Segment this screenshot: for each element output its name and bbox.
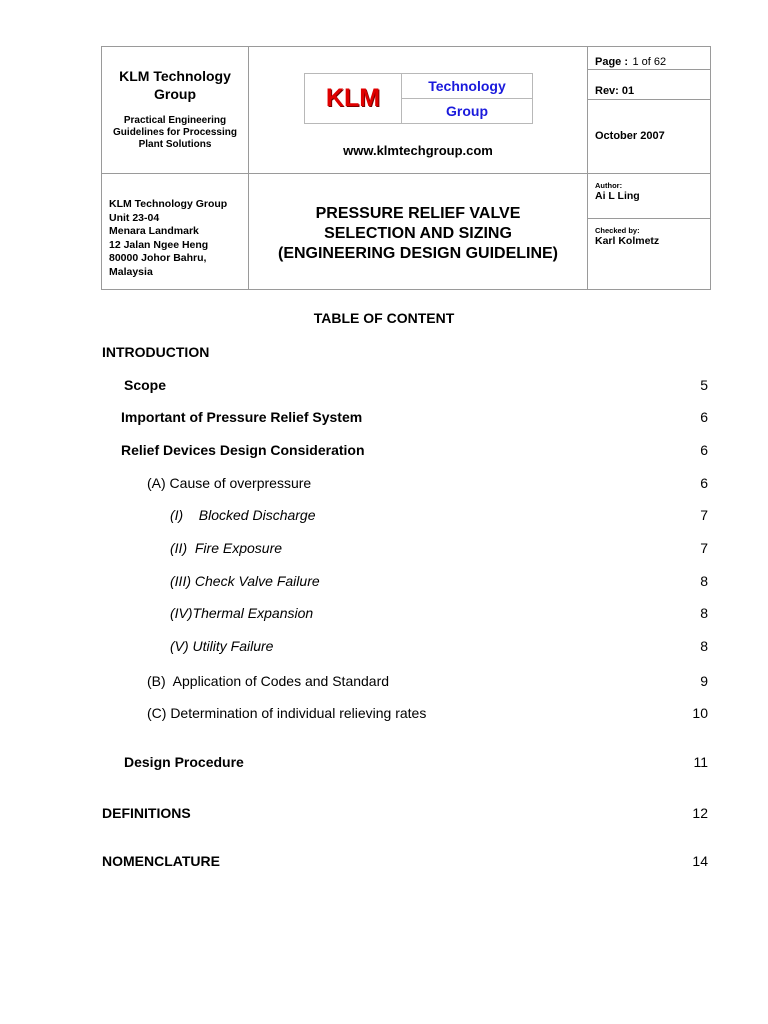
company-name: KLM Technology Group [119,68,231,102]
toc-entry-page: 8 [700,638,708,654]
toc-entry [0,573,768,593]
toc-entry-label: Scope [124,377,167,393]
toc-entry-label: INTRODUCTION [102,344,210,360]
toc-entry-label: (C) Determination of individual relieving rates [147,705,427,721]
toc-entry-page: 8 [700,605,708,621]
header-divider [102,173,710,174]
toc-entry [0,853,768,873]
company-tagline: Practical Engineering Guidelines for Processing Plant Solutions [113,115,237,150]
klm-logo [304,73,533,124]
toc-entry [0,442,768,462]
toc-entry-label: Relief Devices Design Consideration [121,442,365,458]
author-name: Ai L Ling [595,190,640,202]
address-line: Malaysia [109,265,153,278]
toc-entry-label: Important of Pressure Relief System [121,409,363,425]
toc-entry [0,377,768,397]
company-address [109,198,227,279]
toc-entry-label: (B) Application of Codes and Standard [147,673,390,689]
toc-entry [0,673,768,693]
page-label: Page : [595,56,629,68]
toc-entry-page: 6 [700,442,708,458]
toc-entry-label: (III) Check Valve Failure [170,573,320,589]
author-label: Author: [595,181,623,190]
toc-entry-label: DEFINITIONS [102,805,191,821]
toc-entry-label: (I) Blocked Discharge [170,507,316,523]
checker-block [595,226,659,247]
toc-entry-label: NOMENCLATURE [102,853,220,869]
checked-label: Checked by: [595,226,640,235]
company-block [102,67,248,151]
toc-title: TABLE OF CONTENT [313,310,455,326]
toc-entry [0,705,768,725]
toc-entry-label: Design Procedure [124,754,244,770]
document-date: October 2007 [595,130,665,142]
address-line: 12 Jalan Ngee Heng [109,238,209,251]
header-divider [587,99,710,100]
document-header [101,46,711,290]
toc-entry [0,409,768,429]
toc-entry-page: 7 [700,507,708,523]
title-line: SELECTION AND SIZING [324,225,512,242]
address-line: Menara Landmark [109,225,199,237]
toc-entry-label: (IV)Thermal Expansion [170,605,314,621]
toc-entry [0,605,768,625]
logo-block [249,47,587,173]
address-line: 80000 Johor Bahru, [109,252,207,264]
toc-entry [0,638,768,658]
revision: Rev: 01 [595,85,635,97]
toc-entry-page: 7 [700,540,708,556]
address-line: KLM Technology Group [109,198,228,210]
page-info [595,52,666,70]
logo-technology-text: Technology [428,78,506,94]
address-line: Unit 23-04 [109,211,160,224]
document-title [249,204,587,264]
toc-entry-label: (A) Cause of overpressure [147,475,312,491]
toc-entry [0,805,768,825]
author-block [595,181,640,202]
toc-entry-page: 8 [700,573,708,589]
toc-entry-page: 9 [700,673,708,689]
toc-entry-label: (V) Utility Failure [170,638,274,654]
title-line: (ENGINEERING DESIGN GUIDELINE) [277,245,559,262]
header-divider [587,218,710,219]
header-divider [587,47,588,289]
toc-entry-page: 6 [700,475,708,491]
toc-entry [0,475,768,495]
toc-entry-page: 5 [700,377,708,393]
title-line: PRESSURE RELIEF VALVE [315,205,521,222]
page-value: 1 of 62 [632,56,667,68]
toc-entry [0,754,768,774]
toc-entry [0,507,768,527]
toc-entry-page: 14 [692,853,708,869]
toc-entry [0,344,768,364]
toc-entry-label: (II) Fire Exposure [170,540,283,556]
toc-entry-page: 10 [692,705,708,721]
toc-entry-page: 11 [693,754,708,770]
logo-group-text: Group [446,103,488,119]
toc-entry-page: 12 [692,805,708,821]
toc-entry-page: 6 [700,409,708,425]
toc-entry [0,540,768,560]
company-website: www.klmtechgroup.com [343,143,493,158]
logo-klm-text: KLM [325,84,381,112]
checked-name: Karl Kolmetz [595,235,660,247]
